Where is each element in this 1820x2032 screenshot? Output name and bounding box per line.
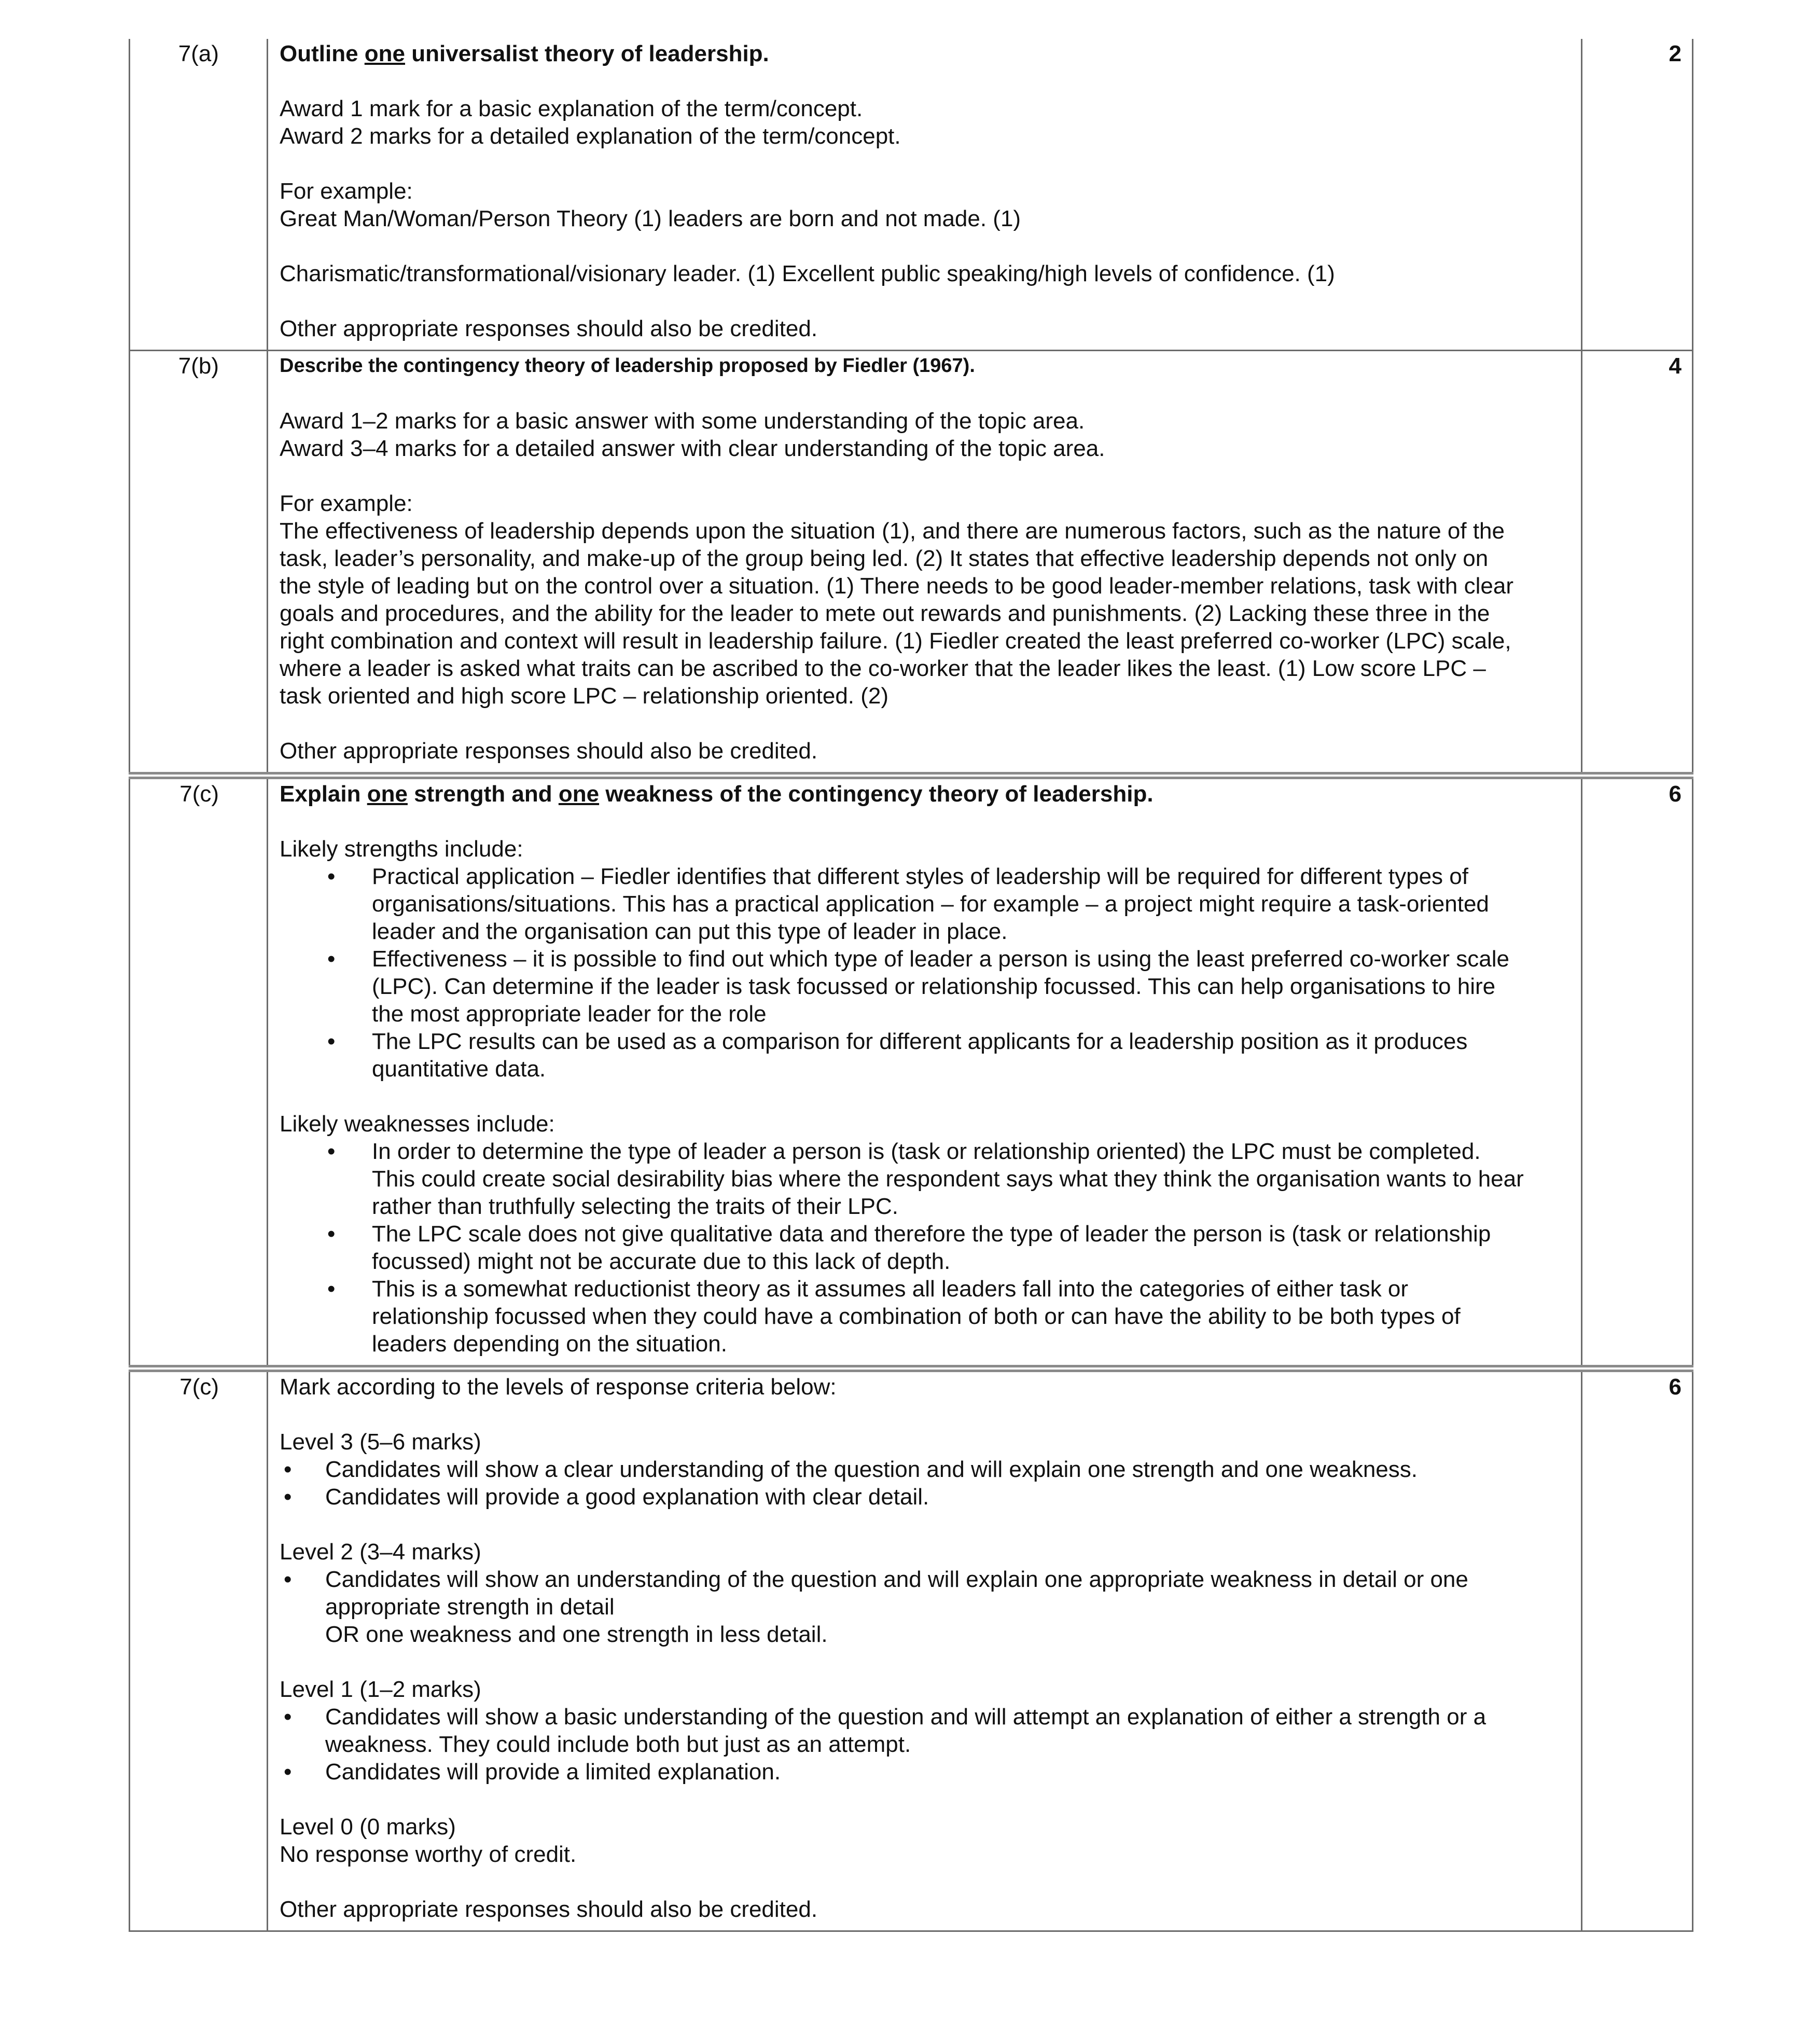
award-line: Award 3–4 marks for a detailed answer with clear understanding of the topic area. — [280, 436, 1105, 461]
award-line: Award 1–2 marks for a basic answer with some understanding of the topic area. — [280, 408, 1085, 434]
question-title: Outline one universalist theory of leadership. — [280, 41, 769, 66]
list-item: • Candidates will provide a limited explanation. — [280, 1758, 1572, 1786]
level-heading: Level 3 (5–6 marks) — [280, 1429, 481, 1455]
strengths-list — [280, 863, 1572, 1083]
example-line: Great Man/Woman/Person Theory (1) leaders are born and not made. (1) — [280, 206, 1021, 231]
example-line: task oriented and high score LPC – relationship oriented. (2) — [280, 683, 889, 709]
award-line: Award 1 mark for a basic explanation of the term/concept. — [280, 96, 863, 121]
level-criteria-list — [280, 1566, 1572, 1648]
question-title: Explain one strength and one weakness of the contingency theory of leadership. — [280, 781, 1154, 807]
marks-value: 6 — [1582, 1369, 1693, 1931]
list-item: • This is a somewhat reductionist theory as it assumes all leaders fall into the categories of either task or relationship focussed when they could have a combination of both or can have the ability to be both types of leaders depending on the situation. — [280, 1275, 1572, 1358]
level-heading: Level 0 (0 marks) — [280, 1814, 456, 1840]
example-line: the style of leading but on the control over a situation. (1) There needs to be good leader-member relations, task with clear — [280, 573, 1513, 599]
list-item: • The LPC scale does not give qualitative data and therefore the type of leader the person is (task or relationship focussed) might not be accurate due to this lack of depth. — [280, 1220, 1572, 1275]
other-responses-note: Other appropriate responses should also be credited. — [280, 1897, 818, 1922]
example-line: right combination and context will result in leadership failure. (1) Fiedler created the least preferred co-worker (LPC) scale, — [280, 628, 1511, 654]
question-number: 7(a) — [130, 39, 268, 351]
level-criteria-list — [280, 1456, 1572, 1511]
levels-intro: Mark according to the levels of response criteria below: — [280, 1374, 837, 1400]
answer-guidance — [268, 776, 1582, 1369]
example-line: Charismatic/transformational/visionary leader. (1) Excellent public speaking/high levels of confidence. (1) — [280, 261, 1335, 286]
list-item: • Practical application – Fiedler identifies that different styles of leadership will be required for different types of organisations/situations. This has a practical application – for example – a project might require a task-oriented leader and the organisation can put this type of leader in place. — [280, 863, 1572, 945]
level-description: No response worthy of credit. — [280, 1842, 577, 1867]
list-item: • Effectiveness – it is possible to find out which type of leader a person is using the least preferred co-worker scale (LPC). Can determine if the leader is task focussed or relationship focussed. This can help organisations to hire the most appropriate leader for the role — [280, 945, 1572, 1028]
example-line: task, leader’s personality, and make-up of the group being led. (2) It states that effective leadership depends not only on — [280, 546, 1489, 571]
weaknesses-heading: Likely weaknesses include: — [280, 1111, 555, 1137]
mark-scheme-table — [129, 39, 1693, 1932]
marks-value: 6 — [1582, 776, 1693, 1369]
question-row-7b — [130, 351, 1693, 776]
example-line: goals and procedures, and the ability for the leader to mete out rewards and punishments. (2) Lacking these three in the — [280, 601, 1490, 626]
marks-value: 2 — [1582, 39, 1693, 351]
list-item: • Candidates will show a basic understanding of the question and will attempt an explanation of either a strength or a weakness. They could include both but just as an attempt. — [280, 1703, 1572, 1758]
list-item: • Candidates will provide a good explanation with clear detail. — [280, 1483, 1572, 1511]
strengths-heading: Likely strengths include: — [280, 836, 523, 862]
question-number: 7(c) — [130, 1369, 268, 1931]
marks-value: 4 — [1582, 351, 1693, 776]
weaknesses-list — [280, 1138, 1572, 1358]
level-criteria-list — [280, 1703, 1572, 1786]
answer-guidance — [268, 1369, 1582, 1931]
question-title: Describe the contingency theory of leadership proposed by Fiedler (1967). — [280, 355, 975, 377]
level-heading: Level 1 (1–2 marks) — [280, 1677, 481, 1702]
list-item: • The LPC results can be used as a comparison for different applicants for a leadership position as it produces quantitative data. — [280, 1028, 1572, 1083]
question-row-7a — [130, 39, 1693, 351]
for-example-label: For example: — [280, 491, 413, 516]
for-example-label: For example: — [280, 178, 413, 204]
example-line: The effectiveness of leadership depends upon the situation (1), and there are numerous factors, such as the nature of the — [280, 518, 1505, 544]
other-responses-note: Other appropriate responses should also be credited. — [280, 738, 818, 764]
other-responses-note: Other appropriate responses should also be credited. — [280, 316, 818, 341]
answer-guidance — [268, 351, 1582, 776]
award-line: Award 2 marks for a detailed explanation of the term/concept. — [280, 123, 901, 149]
example-line: where a leader is asked what traits can be ascribed to the co-worker that the leader likes the least. (1) Low score LPC – — [280, 656, 1486, 681]
question-number: 7(b) — [130, 351, 268, 776]
question-row-7c-levels — [130, 1369, 1693, 1931]
list-item: • Candidates will show a clear understanding of the question and will explain one strength and one weakness. — [280, 1456, 1572, 1483]
list-item: • In order to determine the type of leader a person is (task or relationship oriented) the LPC must be completed. This could create social desirability bias where the respondent says what they think the organisation wants to hear rather than truthfully selecting the traits of their LPC. — [280, 1138, 1572, 1220]
question-row-7c — [130, 776, 1693, 1369]
answer-guidance — [268, 39, 1582, 351]
list-item: • Candidates will show an understanding of the question and will explain one appropriate weakness in detail or one appropriate strength in detail OR one weakness and one strength in less detail. — [280, 1566, 1572, 1648]
level-heading: Level 2 (3–4 marks) — [280, 1539, 481, 1565]
question-number: 7(c) — [130, 776, 268, 1369]
